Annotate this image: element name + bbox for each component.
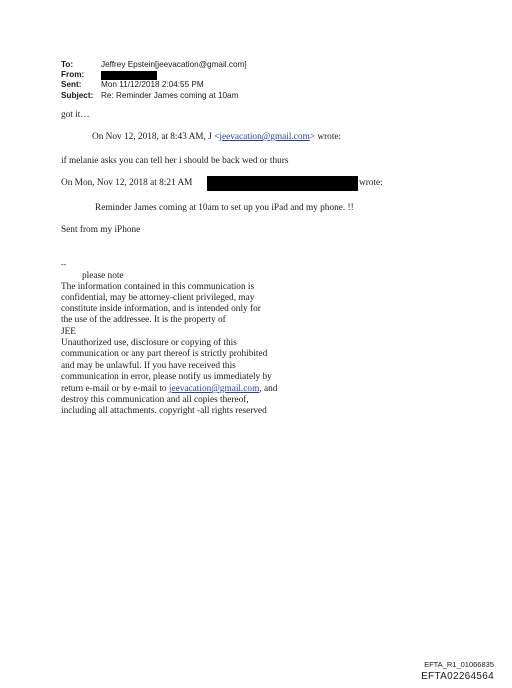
disclaimer-line bbox=[61, 384, 277, 395]
quote2-text: Reminder James coming at 10am to set up you iPad and my phone. !! bbox=[95, 203, 354, 213]
sent-value: Mon 11/12/2018 2:04:55 PM bbox=[101, 80, 204, 90]
disclaimer-line: Unauthorized use, disclosure or copying of this bbox=[61, 338, 237, 348]
sent-label: Sent: bbox=[61, 80, 82, 90]
disclaimer-line: including all attachments. copyright -all rights reserved bbox=[61, 406, 267, 416]
disclaimer-email-link[interactable]: jeevacation@gmail.com bbox=[168, 384, 260, 394]
quote1-prefix: On Nov 12, 2018, at 8:43 AM, J < bbox=[92, 132, 220, 142]
redaction-box bbox=[101, 71, 157, 80]
subject-row bbox=[61, 91, 247, 101]
disclaimer-please-note: please note bbox=[82, 271, 124, 281]
disclaimer-line10-prefix: return e-mail or by e-mail to bbox=[61, 384, 169, 394]
disclaimer-line: communication in error, please notify us immediately by bbox=[61, 372, 272, 382]
disclaimer-line: JEE bbox=[61, 327, 76, 337]
redaction-box-large bbox=[207, 176, 358, 191]
disclaimer-line: communication or any part thereof is strictly prohibited bbox=[61, 349, 268, 359]
disclaimer-line: constitute inside information, and is intended only for bbox=[61, 304, 261, 314]
quote1-text: if melanie asks you can tell her i should be back wed or thurs bbox=[61, 156, 289, 166]
signature-text: Sent from my iPhone bbox=[61, 225, 141, 235]
quote2-suffix: wrote: bbox=[359, 178, 383, 188]
subject-value: Re: Reminder James coming at 10am bbox=[101, 90, 239, 100]
to-row bbox=[61, 60, 247, 70]
reply-text: got it… bbox=[61, 110, 90, 120]
disclaimer-line: destroy this communication and all copies thereof, bbox=[61, 395, 249, 405]
to-value: Jeffrey Epstein[jeevacation@gmail.com] bbox=[101, 60, 247, 69]
email-header bbox=[61, 60, 247, 101]
sent-row bbox=[61, 80, 247, 90]
footer-id-secondary: EFTA02264564 bbox=[421, 671, 494, 682]
disclaimer-line: The information contained in this communication is bbox=[61, 282, 255, 292]
from-row bbox=[61, 70, 247, 80]
quote1-email-link[interactable]: jeevacation@gmail.com bbox=[219, 132, 310, 142]
disclaimer-line: and may be unlawful. If you have received this bbox=[61, 361, 236, 371]
quote2-header bbox=[61, 178, 192, 189]
quote1-header bbox=[92, 132, 341, 143]
disclaimer-dash: -- bbox=[61, 260, 67, 269]
disclaimer-line: the use of the addressee. It is the property of bbox=[61, 315, 226, 325]
disclaimer-line10-suffix: , and bbox=[259, 384, 278, 394]
to-label: To: bbox=[61, 60, 74, 69]
footer-id-primary: EFTA_R1_01066835 bbox=[424, 660, 494, 669]
quote2-prefix: On Mon, Nov 12, 2018 at 8:21 AM bbox=[61, 178, 193, 188]
from-label: From: bbox=[61, 70, 85, 80]
subject-label: Subject: bbox=[61, 90, 94, 100]
quote1-suffix: > wrote: bbox=[309, 132, 342, 142]
disclaimer-line: confidential, may be attorney-client privileged, may bbox=[61, 293, 255, 303]
